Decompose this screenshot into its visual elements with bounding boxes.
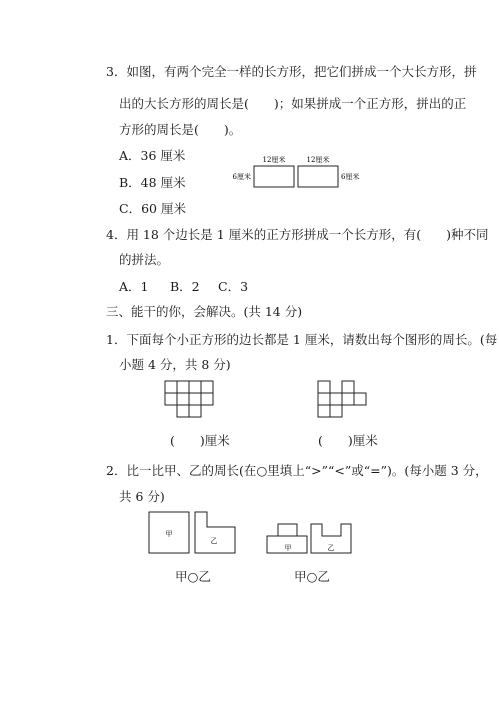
label-jia-2: 甲 — [284, 544, 292, 552]
section-3-title: 三、能干的你，会解决。(共 14 分) — [106, 304, 303, 319]
q4-option-b[interactable]: B．2 — [170, 279, 200, 294]
s2-compare-right[interactable]: 甲○乙 — [294, 569, 330, 584]
q3-line-3: 方形的周长是( )。 — [119, 122, 242, 137]
s2-compare-left[interactable]: 甲○乙 — [175, 569, 211, 584]
s1-answer-left[interactable]: ( )厘米 — [170, 433, 230, 448]
label-side-right: 6厘米 — [341, 173, 360, 181]
q3-option-b[interactable]: B．48 厘米 — [119, 175, 186, 190]
s2-line-1: 2．比一比甲、乙的周长(在○里填上“>”“<”或“=”)。(每小题 3 分， — [106, 463, 488, 478]
q4-option-a[interactable]: A．1 — [119, 279, 149, 294]
q3-line-1: 3．如图，有两个完全一样的长方形，把它们拼成一个大长方形，拼 — [106, 64, 477, 79]
label-side-left: 6厘米 — [232, 173, 251, 181]
q3-option-a[interactable]: A．36 厘米 — [119, 148, 186, 163]
s1-answer-right[interactable]: ( )厘米 — [318, 433, 378, 448]
q3-line-2: 出的大长方形的周长是( )；如果拼成一个正方形，拼出的正 — [119, 96, 467, 111]
q4-line-1: 4．用 18 个边长是 1 厘米的正方形拼成一个长方形，有( )种不同 — [106, 227, 489, 242]
label-yi-2: 乙 — [327, 544, 335, 552]
label-yi-1: 乙 — [210, 537, 218, 545]
q4-option-c[interactable]: C．3 — [218, 279, 249, 294]
q3-option-c[interactable]: C．60 厘米 — [119, 201, 186, 216]
label-jia-1: 甲 — [165, 530, 173, 538]
s1-line-1: 1．下面每个小正方形的边长都是 1 厘米，请数出每个图形的周长。(每 — [106, 332, 498, 347]
label-top-right: 12厘米 — [306, 156, 330, 164]
s2-line-2: 共 6 分) — [119, 489, 165, 504]
shape-yi-stepped — [195, 512, 235, 553]
q4-line-2: 的拼法。 — [119, 252, 170, 267]
s1-line-2: 小题 4 分，共 8 分) — [119, 357, 231, 372]
label-top-left: 12厘米 — [262, 156, 286, 164]
